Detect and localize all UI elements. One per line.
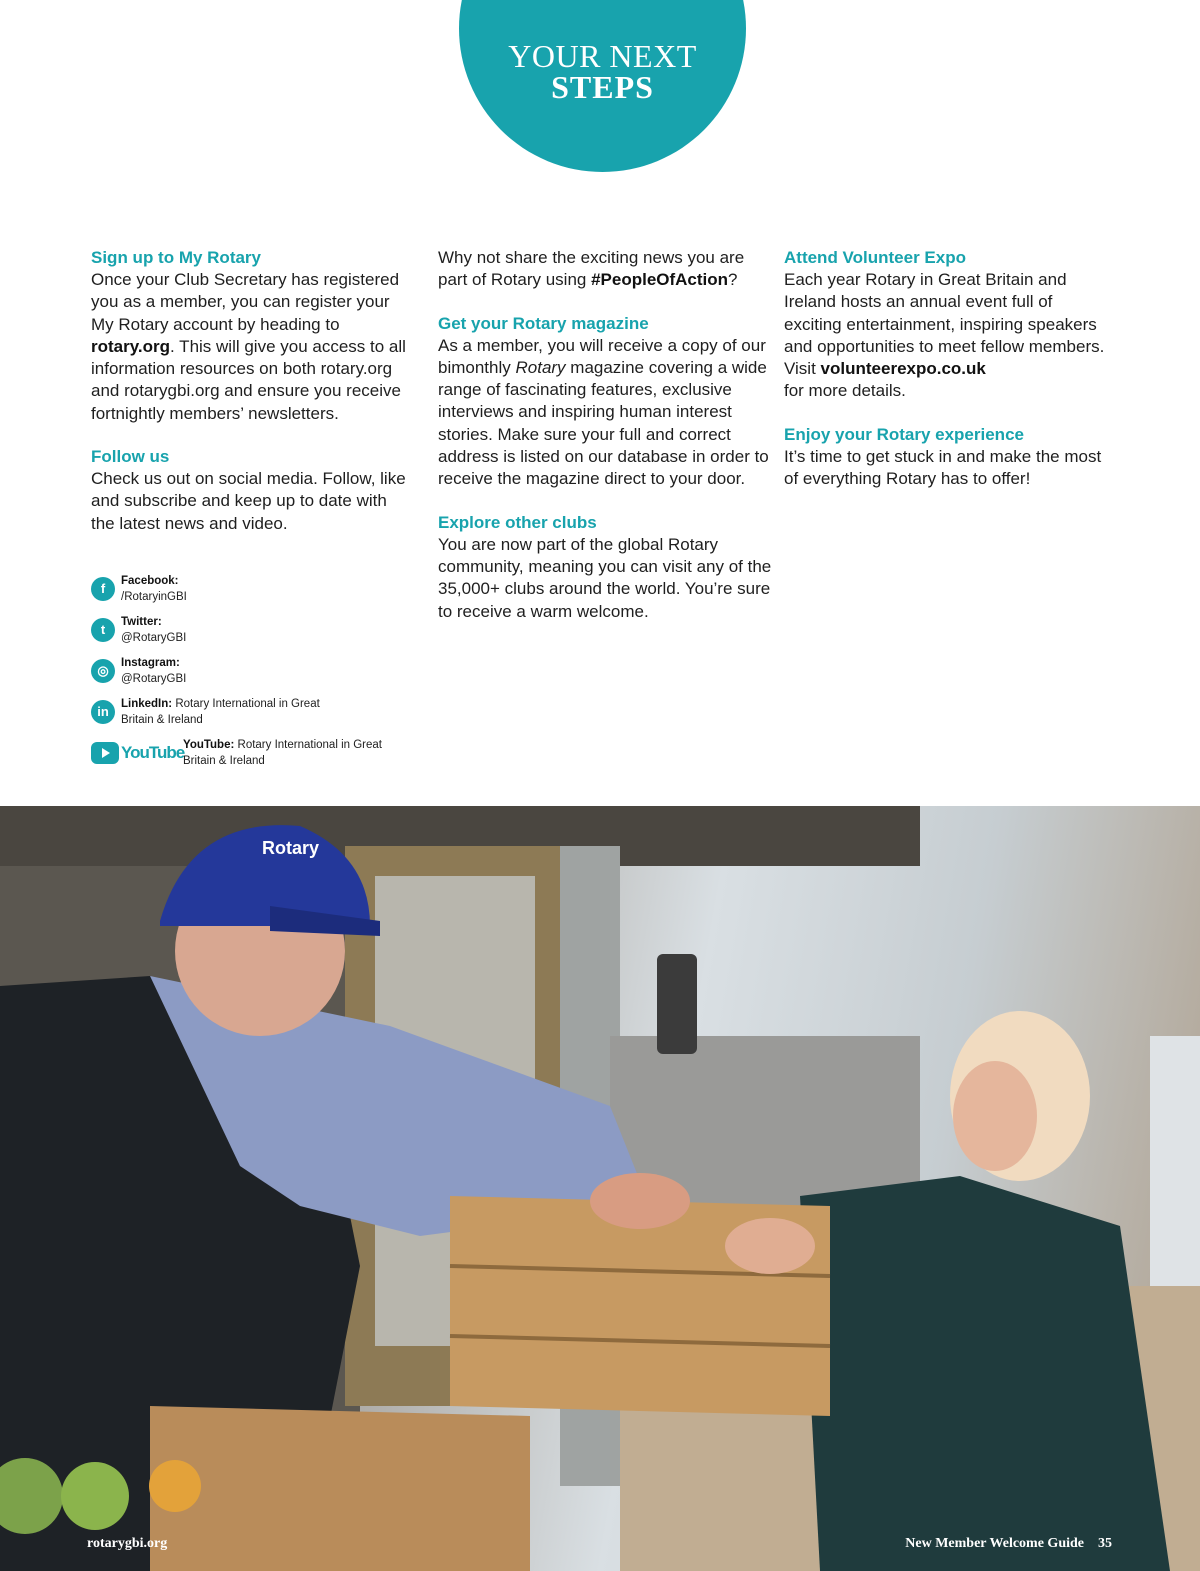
- social-text: [121, 615, 186, 646]
- social-value: @RotaryGBI: [121, 631, 187, 644]
- column-3: [784, 247, 1114, 511]
- footer-guide-title: [905, 1536, 1112, 1552]
- intro-text: [438, 247, 773, 292]
- text-span: . This will give you access to all information resources on both rotary.org and rotarygbi.org and ensure you receive fortnightly members’ newsletters.: [91, 336, 406, 423]
- section-text-explore: You are now part of the global Rotary community, meaning you can visit any of the 35,000+ clubs around the world. You’re sure to receive a warm welcome.: [438, 534, 772, 621]
- section-title-expo: Attend Volunteer Expo: [784, 248, 966, 267]
- social-label: LinkedIn:: [121, 698, 173, 710]
- text-span: Each year Rotary in Great Britain and Ireland hosts an annual event full of exciting entertainment, inspiring speakers and opportunities to meet fellow members.: [784, 270, 1105, 356]
- social-item-linkedin[interactable]: [91, 697, 411, 738]
- text-span: Visit: [784, 359, 821, 379]
- social-text: [121, 574, 187, 605]
- section-title-follow-us: Follow us: [91, 447, 170, 467]
- photo-illustration: [0, 806, 1200, 1571]
- linkedin-icon: in: [91, 700, 115, 724]
- facebook-icon: f: [91, 577, 115, 601]
- hero-photo: [0, 806, 1200, 1571]
- social-item-twitter[interactable]: [91, 615, 411, 656]
- text-span: Once your Club Secretary has registered you as a member, you can register your My Rotary account by heading to: [91, 270, 400, 334]
- section-title-enjoy: Enjoy your Rotary experience: [784, 424, 1024, 444]
- social-text: [121, 697, 321, 728]
- hashtag: #PeopleOfAction: [591, 270, 729, 290]
- social-text: [121, 656, 186, 687]
- green-fruit: [61, 1462, 129, 1530]
- social-label: Facebook:: [121, 575, 179, 587]
- man-hand: [590, 1173, 690, 1229]
- social-label: Instagram:: [121, 657, 180, 669]
- woman-face: [953, 1061, 1037, 1171]
- social-item-facebook[interactable]: [91, 574, 411, 615]
- text-span: As a member, you will receive a copy of our bimonthly: [438, 335, 766, 377]
- woman-sweater: [800, 1176, 1170, 1571]
- social-item-instagram[interactable]: [91, 656, 411, 697]
- text-span: ?: [728, 270, 738, 290]
- truck-mirror: [657, 954, 697, 1054]
- orange-fruit: [149, 1460, 201, 1512]
- header-line2: STEPS: [551, 69, 654, 105]
- text-span: for more details.: [784, 381, 906, 401]
- twitter-icon: t: [91, 618, 115, 642]
- section-text-follow-us: Check us out on social media. Follow, like and subscribe and keep up to date with the latest news and video.: [91, 469, 406, 533]
- social-value: Rotary International in Great Britain & Ireland: [183, 739, 382, 767]
- section-text-enjoy: It’s time to get stuck in and make the most of everything Rotary has to offer!: [784, 446, 1102, 489]
- social-item-youtube[interactable]: [91, 738, 411, 779]
- page-number: 35: [1098, 1536, 1112, 1551]
- header-badge: [459, 0, 746, 172]
- header-line1: YOUR NEXT: [508, 38, 697, 74]
- youtube-wordmark: YouTube: [121, 743, 185, 762]
- column-1: [91, 247, 411, 556]
- social-list: [91, 574, 411, 779]
- column-2: [438, 247, 773, 644]
- social-label: Twitter:: [121, 616, 162, 628]
- woman-hand: [725, 1218, 815, 1274]
- section-title-magazine: Get your Rotary magazine: [438, 313, 649, 333]
- youtube-icon: [91, 742, 185, 764]
- section-text-sign-up: [91, 269, 411, 425]
- social-value: /RotaryinGBI: [121, 590, 187, 603]
- social-value: Rotary International in Great Britain & Ireland: [121, 698, 320, 726]
- cap-logo-text: Rotary: [262, 838, 320, 858]
- rotary-link[interactable]: rotary.org: [91, 336, 171, 356]
- section-title-sign-up: Sign up to My Rotary: [91, 248, 261, 267]
- social-label: YouTube:: [183, 739, 235, 751]
- footer-website[interactable]: rotarygbi.org: [87, 1536, 168, 1551]
- social-value: @RotaryGBI: [121, 672, 187, 685]
- magazine-name: Rotary: [515, 357, 566, 377]
- text-span: Why not share the exciting news you are part of Rotary using: [438, 248, 745, 290]
- play-icon: [91, 742, 119, 764]
- section-title-explore: Explore other clubs: [438, 512, 597, 532]
- volunteerexpo-link[interactable]: volunteerexpo.co.uk: [820, 359, 986, 379]
- section-text-expo: [784, 269, 1114, 403]
- text-span: magazine covering a wide range of fascinating features, exclusive interviews and inspiring human interest stories. Make sure your full and correct address is listed on our database in order to receive the magazine direct to your door.: [438, 357, 769, 489]
- social-text: [183, 738, 383, 769]
- lower-crate: [150, 1406, 530, 1571]
- instagram-icon: ◎: [91, 659, 115, 683]
- guide-title: New Member Welcome Guide: [905, 1536, 1084, 1551]
- section-text-magazine: [438, 335, 773, 491]
